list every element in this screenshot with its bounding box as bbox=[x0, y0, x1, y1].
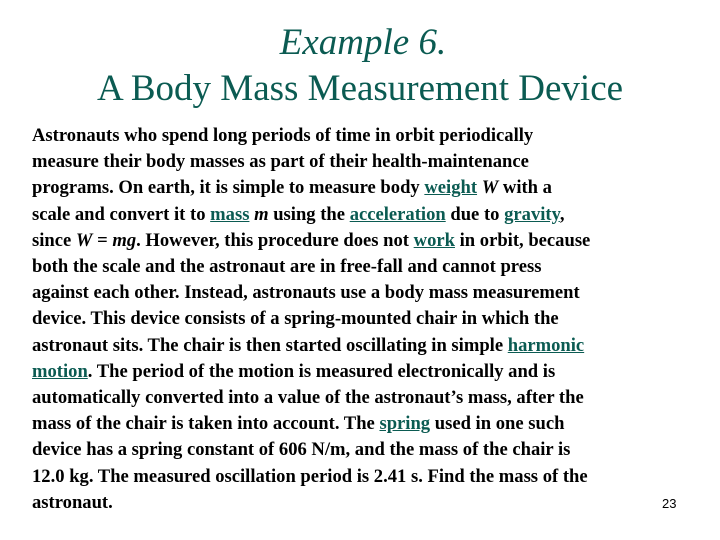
text-segment: used in one such bbox=[430, 413, 565, 435]
text-line bbox=[32, 123, 692, 149]
glossary-link-harmonic[interactable]: harmonic bbox=[507, 334, 585, 356]
text-segment: automatically converted into a value of the astronaut’s mass, after the bbox=[32, 387, 584, 409]
glossary-link-acceleration[interactable]: acceleration bbox=[349, 203, 446, 225]
text-segment: mass of the chair is taken into account. The bbox=[32, 413, 380, 435]
text-segment: both the scale and the astronaut are in free-fall and cannot press bbox=[32, 256, 542, 278]
text-segment: , bbox=[559, 203, 565, 225]
text-segment: . However, this procedure does not bbox=[136, 229, 414, 251]
variable-symbol: W bbox=[75, 229, 93, 251]
text-line bbox=[32, 280, 692, 306]
glossary-link-motion[interactable]: motion bbox=[32, 360, 88, 382]
glossary-link-spring[interactable]: spring bbox=[379, 413, 431, 435]
text-line bbox=[32, 437, 692, 463]
text-segment: against each other. Instead, astronauts use a body mass measurement bbox=[32, 282, 580, 304]
variable-symbol: W bbox=[481, 177, 499, 199]
text-segment: device has a spring constant of 606 N/m, and the mass of the chair is bbox=[32, 439, 571, 461]
text-line bbox=[32, 464, 692, 490]
glossary-link-mass[interactable]: mass bbox=[210, 203, 250, 225]
text-line bbox=[32, 490, 692, 516]
text-line bbox=[32, 175, 692, 201]
text-line bbox=[32, 306, 692, 332]
variable-symbol: m bbox=[254, 203, 269, 225]
text-segment: with a bbox=[498, 177, 552, 199]
text-segment: 12.0 kg. The measured oscillation period is 2.41 s. Find the mass of the bbox=[32, 465, 588, 487]
title-line-example: Example 6. bbox=[279, 22, 447, 63]
text-segment: scale and convert it to bbox=[32, 203, 211, 225]
text-segment: programs. On earth, it is simple to measure body bbox=[32, 177, 425, 199]
variable-symbol: mg bbox=[112, 229, 137, 251]
text-line bbox=[32, 254, 692, 280]
glossary-link-weight[interactable]: weight bbox=[424, 177, 478, 199]
text-segment: = bbox=[92, 229, 113, 251]
text-segment: . The period of the motion is measured electronically and is bbox=[87, 360, 556, 382]
text-segment: in orbit, because bbox=[454, 229, 591, 251]
text-segment: due to bbox=[445, 203, 505, 225]
text-line bbox=[32, 149, 692, 175]
title-line-heading: A Body Mass Measurement Device bbox=[96, 68, 624, 109]
text-line bbox=[32, 359, 692, 385]
glossary-link-work[interactable]: work bbox=[413, 229, 455, 251]
text-line bbox=[32, 385, 692, 411]
slide-title bbox=[0, 20, 720, 112]
text-line bbox=[32, 228, 692, 254]
problem-statement bbox=[32, 123, 692, 516]
glossary-link-gravity[interactable]: gravity bbox=[504, 203, 560, 225]
page-number: 23 bbox=[662, 496, 677, 511]
text-segment: device. This device consists of a spring-mounted chair in which the bbox=[32, 308, 559, 330]
text-segment: astronaut sits. The chair is then started oscillating in simple bbox=[32, 334, 508, 356]
text-segment: astronaut. bbox=[32, 491, 113, 513]
text-segment: measure their body masses as part of their health-maintenance bbox=[32, 151, 529, 173]
text-line bbox=[32, 333, 692, 359]
text-segment: since bbox=[32, 229, 76, 251]
text-segment: using the bbox=[268, 203, 350, 225]
text-line bbox=[32, 411, 692, 437]
text-segment: Astronauts who spend long periods of time in orbit periodically bbox=[32, 125, 534, 146]
text-line bbox=[32, 202, 692, 228]
